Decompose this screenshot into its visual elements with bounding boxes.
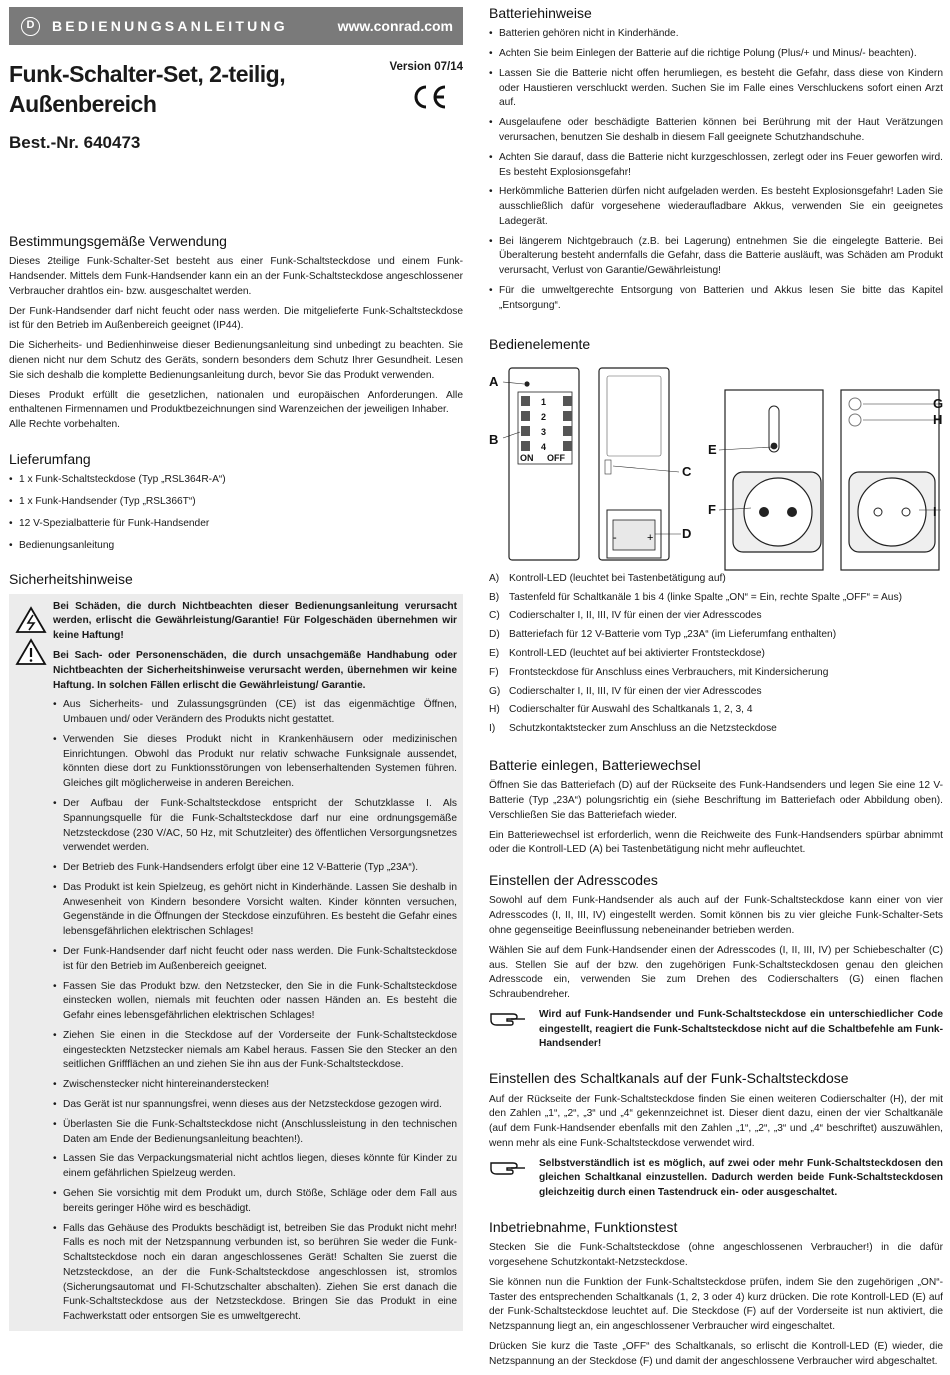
legend-text: Kontroll-LED (leuchtet bei Tastenbetätigung auf)	[509, 572, 726, 584]
ce-mark-icon	[409, 83, 449, 111]
address-note-text: Wird auf Funk-Handsender und Funk-Schaltsteckdose ein unterschiedlicher Code eingestellt, reagiert die Funk-Schaltsteckdose nicht auf die Schaltbefehle am Funk-Handsender!	[539, 1008, 943, 1050]
safety-warning: Bei Sach- oder Personenschäden, die durch unsachgemäße Handhabung oder Nichtbeachten der Sicherheitshinweise verursacht werden, übernehmen wir keine Haftung. In solchen Fällen erlischt die Gewährleistung/ Garantie.	[53, 649, 457, 691]
header-title: BEDIENUNGSANLEITUNG	[52, 17, 288, 34]
legend-key: B)	[489, 591, 500, 603]
right-column	[489, 0, 943, 1375]
remote-channel-label: 2	[541, 411, 547, 422]
callout-a: A	[489, 373, 499, 389]
legend-text: Codierschalter I, II, III, IV für einen der vier Adresscodes	[509, 610, 762, 622]
legend-key: C)	[489, 610, 500, 622]
list-item: • Zwischenstecker nicht hintereinanderstecken!	[53, 1078, 457, 1093]
device-illustration	[489, 360, 949, 568]
section-usage	[9, 231, 463, 433]
battery-notes-heading: Batteriehinweise	[489, 5, 592, 21]
safety-heading: Sicherheitshinweise	[9, 571, 133, 588]
legend-key: G)	[489, 685, 501, 697]
callout-g: G	[933, 395, 944, 411]
section-startup	[489, 1217, 943, 1370]
legend-text: Schutzkontaktstecker zum Anschluss an die Netzsteckdose	[509, 723, 777, 735]
battery-notes-list	[489, 27, 943, 313]
safety-list	[53, 698, 457, 1325]
list-item: • Bei längerem Nichtgebrauch (z.B. bei Lagerung) entnehmen Sie die eingelegte Batterie. Bei Überalterung besteht andernfalls die Gefahr, dass die Batterie ausläuft, was Schäden am Produkt verursacht, Verlust von Garantie/Gewährleistung!	[489, 235, 943, 279]
callout-h: H	[933, 411, 943, 427]
safety-content	[53, 600, 457, 1325]
remote-on-label: ON	[520, 452, 534, 463]
pointing-hand-icon	[489, 1157, 529, 1177]
address-paragraph: Sowohl auf dem Funk-Handsender als auch auf der Funk-Schaltsteckdose kann einer von vier Adresscodes (I, II, III, IV) eingestellt werden. Somit können bis zu vier gleiche Funk-Schalter-Sets ohne gegenseitige Beeinflussung nebeneinander betrieben werden.	[489, 895, 943, 936]
remote-channel-label: 4	[541, 441, 547, 452]
address-note	[489, 1008, 943, 1052]
startup-paragraph: Stecken Sie die Funk-Schaltsteckdose (ohne angeschlossenen Verbraucher!) in die dafür vorgesehene Schutzkontakt-Netzsteckdose.	[489, 1242, 943, 1269]
list-item: • Achten Sie beim Einlegen der Batterie auf die richtige Polung (Plus/+ und Minus/- beachten).	[489, 47, 943, 62]
list-item: • Ziehen Sie einen in die Steckdose auf der Vorderseite der Funk-Schaltsteckdose eingesteckten Netzstecker niemals am Kabel heraus. Fassen Sie den Stecker an den seitlichen Griffflächen an und ziehen Sie ihn aus der Funk-Schaltsteckdose.	[53, 1029, 457, 1073]
battery-minus-label: -	[613, 531, 617, 544]
callout-e: E	[708, 441, 717, 457]
list-item: • Herkömmliche Batterien dürfen nicht aufgeladen werden. Es besteht Explosionsgefahr! Laden Sie ausschließlich dafür vorgesehene wiederaufladbare Akkus, verwenden Sie ein geeignetes Ladegerät.	[489, 185, 943, 229]
list-item: • 1 x Funk-Handsender (Typ „RSL366T“)	[9, 495, 463, 510]
startup-paragraph: Sie können nun die Funktion der Funk-Schaltsteckdose prüfen, indem Sie den zugehörigen „ON“-Taster des entsprechenden Schaltkanals (1, 2, 3 oder 4) kurz drücken. Die rote Kontroll-LED (E) auf der Funk-Schaltsteckdose leuchtet auf. Die Steckdose (F) auf der Vorderseite ist nun aktiviert, die Netzspannung liegt an, ein angeschlossener Verbraucher wird eingeschaltet.	[489, 1276, 943, 1333]
list-item: • 12 V-Spezialbatterie für Funk-Handsender	[9, 517, 463, 532]
callout-b: B	[489, 431, 499, 447]
warning-icons	[9, 600, 53, 1325]
list-item: • Für die umweltgerechte Entsorgung von Batterien und Akkus lesen Sie bitte das Kapitel „Entsorgung“.	[489, 284, 943, 314]
list-item: • Batterien gehören nicht in Kinderhände.	[489, 27, 943, 42]
channel-note	[489, 1157, 943, 1201]
list-item: • Bedienungsanleitung	[9, 539, 463, 554]
remote-off-label: OFF	[547, 452, 565, 463]
list-item: • Überlasten Sie die Funk-Schaltsteckdose nicht (Anschlussleistung in den technischen Daten am Ende der Bedienungsanleitung beachten!).	[53, 1118, 457, 1148]
usage-paragraph: Die Sicherheits- und Bedienhinweise dieser Bedienungsanleitung sind unbedingt zu beachten. Sie dienen nicht nur dem Schutz des Geräts, sondern besonders dem Schutz Ihrer Gesundheit. Lesen Sie sich deshalb die komplette Bedienungsanleitung durch, bevor Sie das Produkt verwenden.	[9, 340, 463, 381]
socket-led	[771, 442, 778, 449]
channel-note-text: Selbstverständlich ist es möglich, auf zwei oder mehr Funk-Schaltsteckdosen den gleichen Schaltkanal einzustellen. Dadurch werden beide Funk-Schaltsteckdosen gleichzeitig durch einen Tastendruck ein- oder ausgeschaltet.	[539, 1157, 943, 1199]
scope-list	[9, 473, 463, 553]
version-label: Version 07/14	[389, 61, 463, 73]
remote-channel-label: 1	[541, 396, 547, 407]
list-item: • Lassen Sie die Batterie nicht offen herumliegen, es besteht die Gefahr, dass diese von Kindern oder Haustieren verschluckt werden. Suchen Sie im Falle eines Verschluckens sofort einen Arzt auf.	[489, 67, 943, 111]
title-block	[9, 59, 463, 199]
section-battery-notes	[489, 3, 943, 314]
legend-key: H)	[489, 704, 500, 716]
callout-c: C	[682, 463, 692, 479]
order-number: Best.-Nr. 640473	[9, 133, 141, 152]
safety-box	[9, 594, 463, 1331]
usage-paragraph: Alle Rechte vorbehalten.	[9, 419, 120, 431]
plug-face	[858, 478, 926, 546]
list-item: • Aus Sicherheits- und Zulassungsgründen (CE) ist das eigenmächtige Öffnen, Umbauen und/ oder Verändern des Produkts nicht gestattet.	[53, 698, 457, 728]
usage-paragraph: Dieses Produkt erfüllt die gesetzlichen, nationalen und europäischen Anforderungen. Alle enthaltenen Firmennamen und Produktbezeichnungen sind Warenzeichen der jeweiligen Inhaber.	[9, 389, 463, 416]
battery-insert-paragraph: Öffnen Sie das Batteriefach (D) auf der Rückseite des Funk-Handsenders und legen Sie eine 12 V-Batterie (Typ „23A“) polungsrichtig ein (siehe Beschriftung im Batteriefach oder Abbildung oben). Verschließen Sie das Batteriefach wieder.	[489, 780, 943, 821]
section-battery-insert	[489, 755, 943, 858]
channel-paragraph: Auf der Rückseite der Funk-Schaltsteckdose finden Sie einen weiteren Codierschalter (H), der mit den Zahlen „1“, „2“, „3“ und „4“ gekennzeichnet ist. Dieser dient dazu, einen der vier Schaltkanäle (auf dem Funk-Handsender ebenfalls mit den Zahlen „1“, „2“, „3“ und „4“ beschriftet) auszuwählen, wenn mehr als eine Funk-Schaltsteckdose verwendet wird.	[489, 1093, 943, 1149]
scope-heading: Lieferumfang	[9, 450, 91, 467]
list-item: • Fassen Sie das Produkt bzw. den Netzstecker, den Sie in die Funk-Schaltsteckdose einstecken wollen, niemals mit feuchten oder nassen Händen an. Es besteht die Gefahr eines lebensgefährlichen elektrischen Schlages!	[53, 980, 457, 1024]
legend-text: Codierschalter für Auswahl des Schaltkanals 1, 2, 3, 4	[509, 704, 753, 716]
list-item: • Falls das Gehäuse des Produkts beschädigt ist, betreiben Sie das Produkt nicht mehr! Falls es noch mit der Netzspannung verbunden ist, so berühren Sie weder die Funk-Schaltsteckdose noch ein daran angeschlossenes Gerät! Schalten Sie zuerst die Netzsteckdose, an der die Funk-Schaltsteckdose angeschlossen ist, stromlos (Sicherungsautomat und FI-Schutzschalter abschalten). Ziehen Sie erst danach die Funk-Schaltsteckdose aus der Netzsteckdose. Bringen Sie das Produkt in eine Fachwerkstatt oder entsorgen Sie es umweltgerecht.	[53, 1222, 457, 1325]
list-item: • Das Gerät ist nur spannungsfrei, wenn dieses aus der Netzsteckdose gezogen wird.	[53, 1098, 457, 1113]
legend-text: Tastenfeld für Schaltkanäle 1 bis 4 (linke Spalte „ON“ = Ein, rechte Spalte „OFF“ = Aus)	[509, 591, 902, 603]
channel-heading: Einstellen des Schaltkanals auf der Funk-Schaltsteckdose	[489, 1070, 849, 1087]
list-item: • Verwenden Sie dieses Produkt nicht in Krankenhäusern oder medizinischen Einrichtungen. Obwohl das Produkt nur relativ schwache Funksignale aussendet, könnten diese dort zu Funktionsstörungen von lebenserhaltenden Systemen führen. Gleiches gilt möglicherweise in anderen Bereichen.	[53, 733, 457, 792]
list-item: • Der Aufbau der Funk-Schaltsteckdose entspricht der Schutzklasse I. Als Spannungsquelle für die Funk-Schaltsteckdose darf nur eine ordnungsgemäße Netzsteckdose (230 V/AC, 50 Hz, mit Schutzleiter) des öffentlichen Versorgungsnetzes verwendet werden.	[53, 797, 457, 856]
controls-figure	[489, 360, 943, 568]
header-url[interactable]: www.conrad.com	[337, 17, 453, 34]
callout-d: D	[682, 525, 692, 541]
address-code-switch[interactable]	[605, 460, 611, 474]
legend-text: Frontsteckdose für Anschluss eines Verbrauchers, mit Kindersicherung	[509, 666, 829, 678]
remote-channel-label: 3	[541, 426, 547, 437]
legend-text: Batteriefach für 12 V-Batterie vom Typ „23A“ (im Lieferumfang enthalten)	[509, 629, 837, 641]
startup-heading: Inbetriebnahme, Funktionstest	[489, 1218, 678, 1235]
legend-text: Codierschalter I, II, III, IV für einen der vier Adresscodes	[509, 685, 762, 697]
usage-heading: Bestimmungsgemäße Verwendung	[9, 233, 227, 249]
section-controls	[489, 334, 943, 737]
remote-led	[524, 381, 529, 386]
callout-i: I	[933, 503, 937, 519]
legend-key: I)	[489, 723, 496, 735]
address-heading: Einstellen der Adresscodes	[489, 872, 658, 889]
controls-legend	[489, 572, 943, 737]
usage-paragraph: Dieses 2teilige Funk-Schalter-Set besteht aus einer Funk-Schaltsteckdose und einem Funk-Handsender. Mittels dem Funk-Handsender kann ein an der Funk-Schaltsteckdose angeschlossener Verbraucher drahtlos ein- bzw. ausgeschaltet werden.	[9, 256, 463, 297]
usage-paragraph: Der Funk-Handsender darf nicht feucht oder nass werden. Die mitgelieferte Funk-Schaltsteckdose ist für den Betrieb im Außenbereich geeignet (IP44).	[9, 305, 463, 332]
legend-key: E)	[489, 648, 500, 659]
list-item: • Achten Sie darauf, dass die Batterie nicht kurzgeschlossen, zerlegt oder ins Feuer geworfen wird. Es besteht Explosionsgefahr!	[489, 151, 943, 181]
list-item: • Der Funk-Handsender darf nicht feucht oder nass werden. Die Funk-Schaltsteckdose ist für den Betrieb im Außenbereich geeignet.	[53, 945, 457, 975]
address-dial[interactable]	[849, 398, 861, 410]
section-safety	[9, 569, 463, 1331]
pointing-hand-icon	[489, 1008, 529, 1028]
section-channel	[489, 1068, 943, 1201]
battery-insert-paragraph: Ein Batteriewechsel ist erforderlich, wenn die Reichweite des Funk-Handsenders spürbar abnimmt oder die Kontroll-LED (A) bei Tastenbetätigung nicht mehr aufleuchtet.	[489, 829, 943, 856]
list-item: • Der Betrieb des Funk-Handsenders erfolgt über eine 12 V-Batterie (Typ „23A“).	[53, 861, 457, 876]
callout-f: F	[708, 501, 716, 517]
legend-key: F)	[489, 666, 499, 678]
warning-exclamation-icon	[15, 638, 47, 666]
battery-plus-label: +	[647, 531, 654, 544]
legend-key: D)	[489, 629, 500, 641]
list-item: • Ausgelaufene oder beschädigte Batterien können bei Berührung mit der Haut Verätzungen verursachen, benutzen Sie deshalb in diesem Fall geeignete Schutzhandschuhe.	[489, 116, 943, 146]
front-outlet	[744, 478, 812, 546]
section-address-codes	[489, 870, 943, 1052]
safety-warning: Bei Schäden, die durch Nichtbeachten dieser Bedienungsanleitung verursacht werden, erlischt die Gewährleistung/Garantie! Für Folgeschäden übernehmen wir keine Haftung!	[53, 600, 457, 642]
list-item: • Das Produkt ist kein Spielzeug, es gehört nicht in Kinderhände. Lassen Sie deshalb in Anwesenheit von Kindern besondere Vorsicht walten. Kinder könnten versuchen, Gegenstände in die Öffnungen der Steckdose einzuführen. Es besteht die Gefahr eines lebensgefährlichen elektrischen Schlages!	[53, 881, 457, 940]
legend-key: A)	[489, 572, 500, 584]
startup-paragraph: Drücken Sie kurz die Taste „OFF“ des Schaltkanals, so erlischt die Kontroll-LED (E) wieder, die Netzspannung an der Steckdose (F) und damit der angeschlossene Verbraucher wird abgeschaltet.	[489, 1340, 943, 1367]
channel-dial[interactable]	[849, 414, 861, 426]
list-item: • Gehen Sie vorsichtig mit dem Produkt um, durch Stöße, Schläge oder dem Fall aus bereits geringer Höhe wird es beschädigt.	[53, 1187, 457, 1217]
list-item: • Lassen Sie das Verpackungsmaterial nicht achtlos liegen, dieses könnte für Kinder zu einem gefährlichen Spielzeug werden.	[53, 1152, 457, 1182]
list-item: • 1 x Funk-Schaltsteckdose (Typ „RSL364R-A“)	[9, 473, 463, 488]
header-bar	[9, 7, 463, 45]
legend-text: Kontroll-LED (leuchtet auf bei aktivierter Frontsteckdose)	[509, 648, 765, 659]
language-badge: D	[21, 17, 40, 36]
section-scope	[9, 449, 463, 553]
electric-hazard-icon	[15, 606, 47, 634]
battery-insert-heading: Batterie einlegen, Batteriewechsel	[489, 756, 701, 773]
address-paragraph: Wählen Sie auf dem Funk-Handsender einen der Adresscodes (I, II, III, IV) per Schiebeschalter (C) aus. Stellen Sie auf der bzw. den zugehörigen Funk-Schaltsteckdosen genau den gleichen Adresscode ein, verwenden Sie zum Drehen des Codierschalters (G) einen flachen Schraubendreher.	[489, 944, 943, 1001]
left-column	[9, 0, 463, 1331]
controls-heading: Bedienelemente	[489, 335, 591, 352]
product-title: Funk-Schalter-Set, 2-teilig, Außenbereich	[9, 61, 286, 117]
